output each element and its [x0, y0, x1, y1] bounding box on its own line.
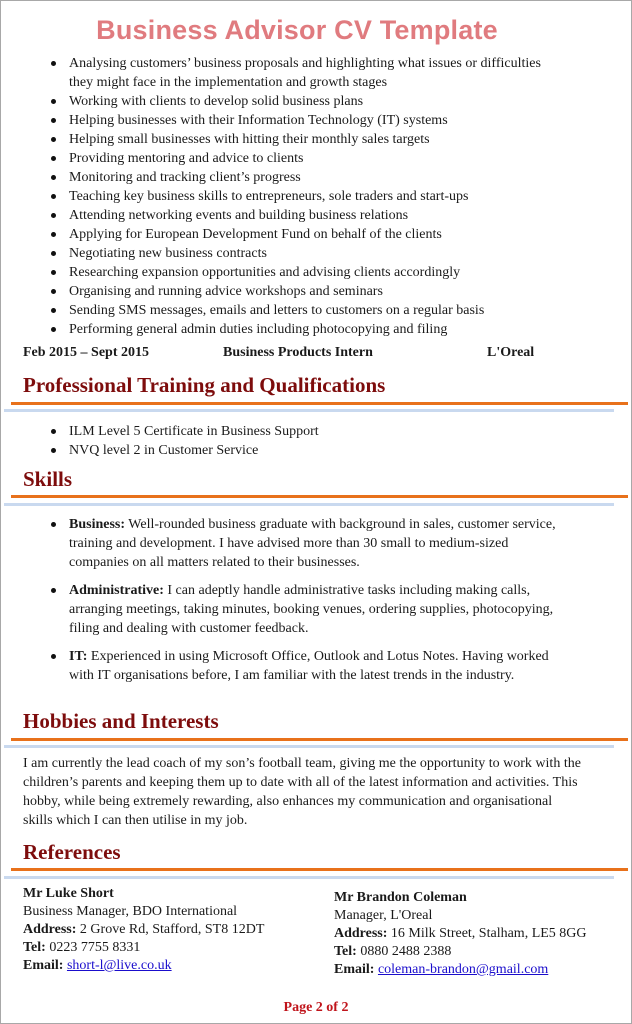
list-item: ILM Level 5 Certificate in Business Support	[41, 422, 561, 441]
job-role: Business Products Intern	[223, 345, 373, 360]
skill-text: Well-rounded business graduate with background in sales, customer service, training and development. I have advised more than 30 small to medium-sized companies on all matters related to their businesses.	[69, 517, 556, 570]
skill-label: IT:	[69, 649, 88, 664]
divider-blue	[4, 745, 614, 748]
list-item: Providing mentoring and advice to clients	[41, 149, 561, 168]
section-heading-training: Professional Training and Qualifications	[23, 373, 386, 397]
reference-email-link[interactable]: coleman-brandon@gmail.com	[377, 962, 549, 977]
skill-label: Business:	[69, 517, 126, 532]
email-label: Email:	[23, 958, 64, 973]
skill-item-business	[41, 515, 561, 572]
reference-card-2	[334, 889, 587, 979]
list-item: Attending networking events and building business relations	[41, 206, 561, 225]
section-heading-references: References	[23, 840, 121, 864]
list-item: Helping businesses with their Information Technology (IT) systems	[41, 111, 561, 130]
list-item: Working with clients to develop solid business plans	[41, 92, 561, 111]
duties-list	[41, 54, 561, 339]
list-item: Applying for European Development Fund on behalf of the clients	[41, 225, 561, 244]
list-item: Analysing customers’ business proposals and highlighting what issues or difficulties they might face in the implementation and growth stages	[41, 54, 561, 92]
list-item: Monitoring and tracking client’s progress	[41, 168, 561, 187]
divider-blue	[4, 876, 614, 879]
section-heading-hobbies: Hobbies and Interests	[23, 709, 219, 733]
reference-name: Mr Luke Short	[23, 886, 114, 901]
qualifications-list	[41, 422, 561, 460]
document-title: Business Advisor CV Template	[96, 15, 498, 45]
reference-name: Mr Brandon Coleman	[334, 890, 467, 905]
job-dates: Feb 2015 – Sept 2015	[23, 345, 149, 360]
address-label: Address:	[334, 926, 388, 941]
page-number: Page 2 of 2	[283, 1000, 349, 1015]
section-heading-skills: Skills	[23, 467, 73, 491]
skill-item-administrative	[41, 581, 561, 638]
email-label: Email:	[334, 962, 375, 977]
reference-address: 16 Milk Street, Stalham, LE5 8GG	[387, 926, 587, 941]
skill-label: Administrative:	[69, 583, 164, 598]
reference-email-link[interactable]: short-l@live.co.uk	[66, 958, 172, 973]
list-item: Organising and running advice workshops and seminars	[41, 282, 561, 301]
reference-card-1	[23, 885, 264, 975]
divider-blue	[4, 503, 614, 506]
reference-tel: 0223 7755 8331	[45, 940, 141, 955]
list-item: Negotiating new business contracts	[41, 244, 561, 263]
skills-list	[41, 515, 561, 694]
list-item: Helping small businesses with hitting their monthly sales targets	[41, 130, 561, 149]
list-item: Sending SMS messages, emails and letters to customers on a regular basis	[41, 301, 561, 320]
divider-orange	[11, 738, 628, 741]
list-item: Researching expansion opportunities and advising clients accordingly	[41, 263, 561, 282]
divider-orange	[11, 402, 628, 405]
hobbies-paragraph: I am currently the lead coach of my son’s football team, giving me the opportunity to work with the children’s parents and keeping them up to date with all of the latest information and activities. This hobby, while being extremely rewarding, also enhances my communication and organisational skills which I can then utilise in my job.	[23, 756, 581, 828]
reference-position: Manager, L'Oreal	[334, 908, 433, 923]
reference-tel: 0880 2488 2388	[356, 944, 452, 959]
list-item: NVQ level 2 in Customer Service	[41, 441, 561, 460]
job-company: L'Oreal	[487, 345, 535, 360]
divider-blue	[4, 409, 614, 412]
divider-orange	[11, 495, 628, 498]
tel-label: Tel:	[334, 944, 357, 959]
reference-address: 2 Grove Rd, Stafford, ST8 12DT	[76, 922, 265, 937]
list-item: Performing general admin duties including photocopying and filing	[41, 320, 561, 339]
tel-label: Tel:	[23, 940, 46, 955]
skill-text: I can adeptly handle administrative tasks including making calls, arranging meetings, taking minutes, booking venues, ordering supplies, photocopying, filing and dealing with customer feedback.	[69, 583, 554, 636]
divider-orange	[11, 868, 628, 871]
skill-text: Experienced in using Microsoft Office, Outlook and Lotus Notes. Having worked with IT organisations before, I am familiar with the latest trends in the industry.	[69, 649, 549, 683]
list-item: Teaching key business skills to entrepreneurs, sole traders and start-ups	[41, 187, 561, 206]
address-label: Address:	[23, 922, 77, 937]
reference-position: Business Manager, BDO International	[23, 904, 238, 919]
skill-item-it	[41, 647, 561, 685]
